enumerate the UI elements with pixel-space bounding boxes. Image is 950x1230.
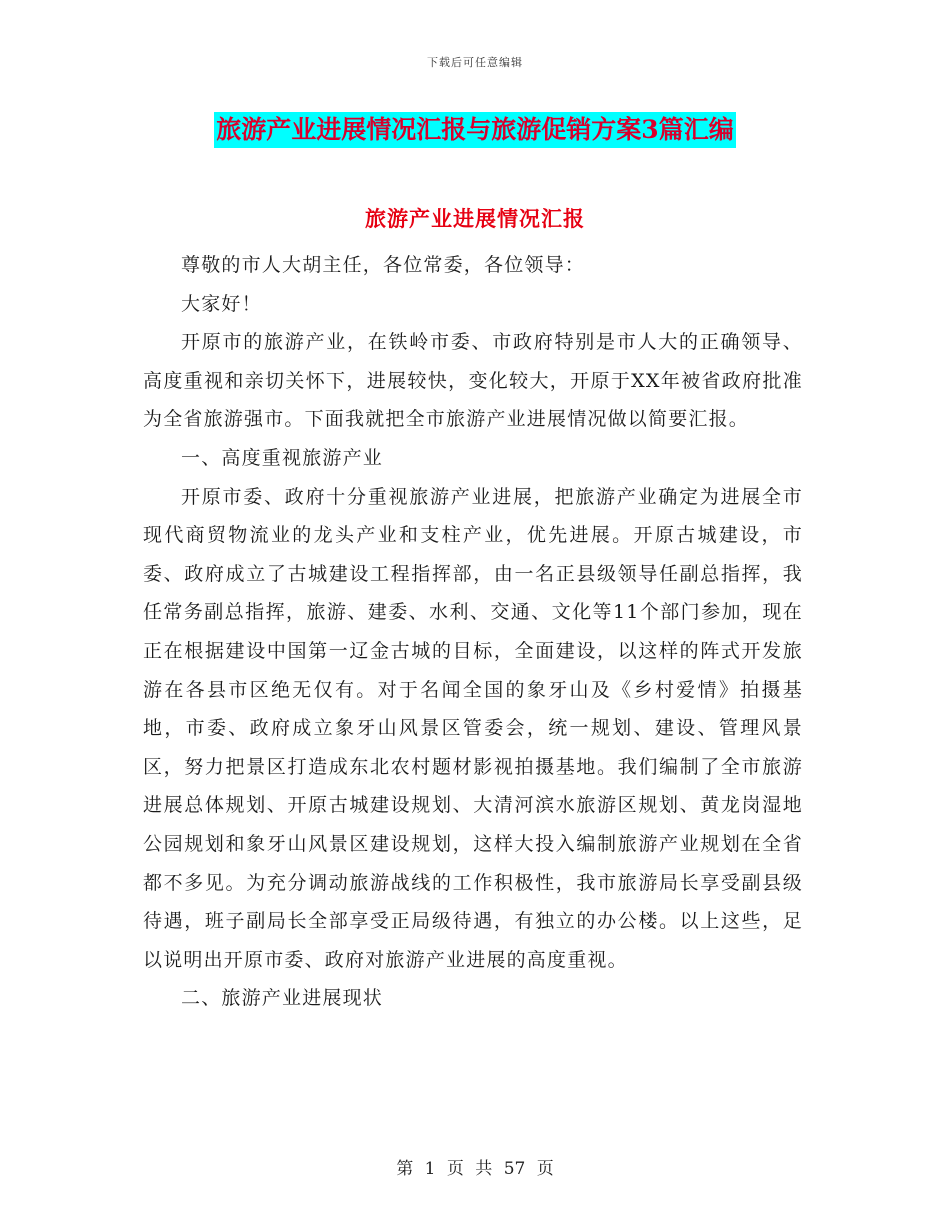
paragraph-greeting: 大家好！ [181, 292, 262, 315]
section-title: 旅游产业进展情况汇报 [365, 206, 585, 231]
document-title-text: 旅游产业进展情况汇报与旅游促销方案3篇汇编 [214, 112, 735, 148]
paragraph-intro: 开原市的旅游产业，在铁岭市委、市政府特别是市人大的正确领导、高度重视和亲切关怀下，进展较快，变化较大，开原于XX年被省政府批准为全省旅游强市。下面我就把全市旅游产业进展情况做以简要汇报。 [143, 331, 803, 431]
document-title [0, 112, 950, 148]
document-body [143, 246, 803, 1018]
heading-section-one: 一、高度重视旅游产业 [181, 446, 384, 469]
heading-section-two: 二、旅游产业进展现状 [181, 987, 384, 1010]
header-note: 下载后可任意编辑 [427, 56, 523, 69]
paragraph-salutation: 尊敬的市人大胡主任，各位常委，各位领导： [181, 254, 586, 276]
paragraph-section-one: 开原市委、政府十分重视旅游产业进展，把旅游产业确定为进展全市现代商贸物流业的龙头产业和支柱产业，优先进展。开原古城建设，市委、政府成立了古城建设工程指挥部，由一名正县级领导任副总指挥，我任常务副总指挥，旅游、建委、水利、交通、文化等11个部门参加，现在正在根据建设中国第一辽金古城的目标，全面建设，以这样的阵式开发旅游在各县市区绝无仅有。对于名闻全国的象牙山及《乡村爱情》拍摄基地，市委、政府成立象牙山风景区管委会，统一规划、建设、管理风景区，努力把景区打造成东北农村题材影视拍摄基地。我们编制了全市旅游进展总体规划、开原古城建设规划、大清河滨水旅游区规划、黄龙岗湿地公园规划和象牙山风景区建设规划，这样大投入编制旅游产业规划在全省都不多见。为充分调动旅游战线的工作积极性，我市旅游局长享受副县级待遇，班子副局长全部享受正局级待遇，有独立的办公楼。以上这些，足以说明出开原市委、政府对旅游产业进展的高度重视。 [143, 485, 803, 971]
page-number: 第 1 页 共 57 页 [396, 1159, 554, 1179]
